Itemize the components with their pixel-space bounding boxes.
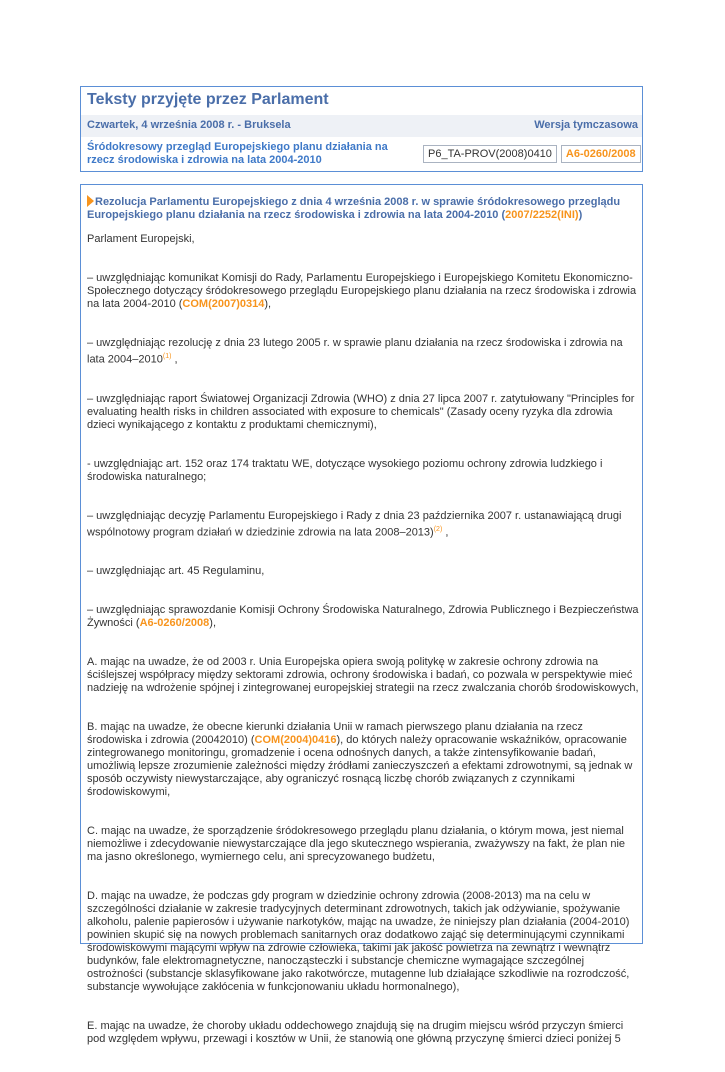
author: Parlament Europejski, — [87, 233, 195, 245]
report-link[interactable]: A6-0260/2008 — [561, 145, 641, 163]
paragraph-text: – uwzględniając sprawozdanie Komisji Ochrony Środowiska Naturalnego, Zdrowia Publicznego i Bezpieczeństwa Żywności ( — [87, 604, 639, 630]
paragraph-text: – uwzględniając rezolucję z dnia 23 lutego 2005 r. w sprawie planu działania na rzecz środowiska i zdrowia na lata 2004–2010 — [87, 337, 623, 366]
paragraph-tail: ), — [209, 617, 217, 630]
procedure-link[interactable]: 2007/2252(INI) — [505, 209, 579, 221]
paragraph — [87, 890, 639, 994]
arrow-right-icon — [87, 195, 94, 207]
paragraph — [87, 604, 639, 630]
paragraph — [87, 565, 639, 578]
paragraph-text: A. mając na uwadze, że od 2003 r. Unia Europejska opiera swoją politykę w zakresie ochrony zdrowia na ściślejszej współpracy między sektorami zdrowia, ochrony środowiska i badań, co pozwala w perspektywie mieć nadzieję na wdrożenie spójnej i zintegrowanej europejskiej strategii na rzecz zwalczania chorób środowiskowych, — [87, 656, 639, 695]
paragraph — [87, 458, 639, 484]
paragraph-text: E. mając na uwadze, że choroby układu oddechowego znajdują się na drugim miejscu wśród przyczyn śmierci pod względem wpływu, przewagi i kosztów w Unii, że stanowią one główną przyczynę śmierci dzieci poniżej 5 — [87, 1020, 624, 1046]
paragraph — [87, 393, 639, 432]
paragraph — [87, 825, 639, 864]
version-label: Wersja tymczasowa — [534, 119, 638, 131]
paragraph-text: D. mając na uwadze, że podczas gdy program w dziedzinie ochrony zdrowia (2008-2013) ma na celu w szczególności działanie w zakresie tradycyjnych determinant zdrowotnych, takich jak odżywianie, spożywanie alkoholu, palenie papierosów i używanie narkotyków, mając na uwadze, że niniejszy plan działania (2004-2010) powinien skupić się na nowych problemach sanitarnych oraz dodatkowo zająć się determinującymi czynnikami środowiskowymi mającymi wpływ na zdrowie człowieka, takimi jak jakość powietrza na zewnątrz i wewnątrz budynków, fale elektromagnetyczne, nanocząsteczki i substancje chemiczne wymagające szczególnej ostrożności (substancje sklasyfikowane jako rakotwórcze, mutagenne lub działające szkodliwie na rozrodczość, substancje wywołujące zakłócenia w funkcjonowaniu układu hormonalnego), — [87, 890, 630, 994]
reference-code: P6_TA-PROV(2008)0410 — [423, 145, 557, 163]
paragraph-text: B. mając na uwadze, że obecne kierunki działania Unii w ramach pierwszego planu działania na rzecz środowiska i zdrowia (20042010) ( — [87, 721, 583, 747]
page-title: Teksty przyjęte przez Parlament — [87, 91, 329, 108]
paragraph — [87, 337, 639, 367]
paragraph-tail: , — [171, 353, 178, 366]
paragraph-list — [87, 272, 639, 1046]
resolution-title: Rezolucja Parlamentu Europejskiego z dnia 4 września 2008 r. w sprawie śródokresowego przeglądu Europejskiego planu działania na rzecz środowiska i zdrowia na lata 2004-2010 (2007/2252(INI)) — [87, 196, 621, 221]
resolution-heading: Rezolucja Parlamentu Europejskiego z dnia 4 września 2008 r. w sprawie śródokresowego przeglądu Europejskiego planu działania na rzecz środowiska i zdrowia na lata 2004-2010 — [87, 196, 621, 221]
footnote-link[interactable]: (2) — [433, 525, 443, 533]
paragraph — [87, 656, 639, 695]
paragraph-tail: , — [442, 526, 449, 539]
resolution-body — [80, 184, 643, 1046]
paragraph-tail: ), do których należy opracowanie wskaźników, opracowanie zintegrowanego monitoringu, gromadzenie i ocena odnośnych danych, a także zintensyfikowanie badań, umożliwią lepsze zrozumienie zależności między źródłami zanieczyszczeń a efektami zdrowotnymi, są jednak w sposób oczywisty niewystarczające, aby ograniczyć rosnącą liczbę chorób związanych z czynnikami środowiskowymi, — [87, 734, 633, 799]
paragraph-text: - uwzględniając art. 152 oraz 174 traktatu WE, dotyczące wysokiego poziomu ochrony zdrowia ludzkiego i środowiska naturalnego; — [87, 457, 603, 483]
paragraph-text: – uwzględniając raport Światowej Organizacji Zdrowia (WHO) z dnia 27 lipca 2007 r. zatytułowany "Principles for evaluating health risks in children associated with exposure to chemicals" (Zasady oceny ryzyka dla zdrowia dzieci wynikającego z kontaktu z produktami chemicznymi), — [87, 392, 635, 431]
paragraph — [87, 1020, 639, 1046]
session-date: Czwartek, 4 września 2008 r. - Bruksela — [87, 119, 291, 131]
footnote-link[interactable]: (1) — [162, 353, 172, 360]
paragraph-text: – uwzględniając decyzję Parlamentu Europejskiego i Rady z dnia 23 października 2007 r. ustanawiającą drugi wspólnotowy program działań w dziedzinie zdrowia na lata 2008–2013) — [87, 509, 622, 539]
paragraph-tail: ), — [264, 298, 272, 310]
document-header — [80, 86, 643, 172]
paragraph-text: – uwzględniając art. 45 Regulaminu, — [87, 565, 265, 578]
document-reference-link[interactable]: COM(2004)0416 — [254, 734, 337, 747]
document-reference-link[interactable]: COM(2007)0314 — [182, 298, 265, 310]
paragraph — [87, 272, 639, 311]
date-bar — [81, 115, 642, 137]
paragraph-text: – uwzględniając komunikat Komisji do Rady, Parlamentu Europejskiego i Europejskiego Komitetu Ekonomiczno-Społecznego dotyczący śródokresowego przeglądu Europejskiego planu działania na rzecz środowiska i zdrowia na lata 2004-2010 ( — [87, 272, 637, 310]
document-reference-link[interactable]: A6-0260/2008 — [139, 617, 210, 630]
paragraph — [87, 721, 639, 799]
paragraph-text: C. mając na uwadze, że sporządzenie śródokresowego przeglądu planu działania, o którym mowa, jest niemal niemożliwe i zdecydowanie niewystarczające dla jego skutecznego wspierania, zważywszy na fakt, że plan nie ma jasno określonego, wymiernego celu, ani sprecyzowanego budżetu, — [87, 825, 626, 864]
paragraph — [87, 510, 639, 540]
subject-link[interactable]: Śródokresowy przegląd Europejskiego planu działania na rzecz środowiska i zdrowia na lata 2004-2010 — [87, 141, 388, 166]
reference-box — [423, 145, 641, 163]
